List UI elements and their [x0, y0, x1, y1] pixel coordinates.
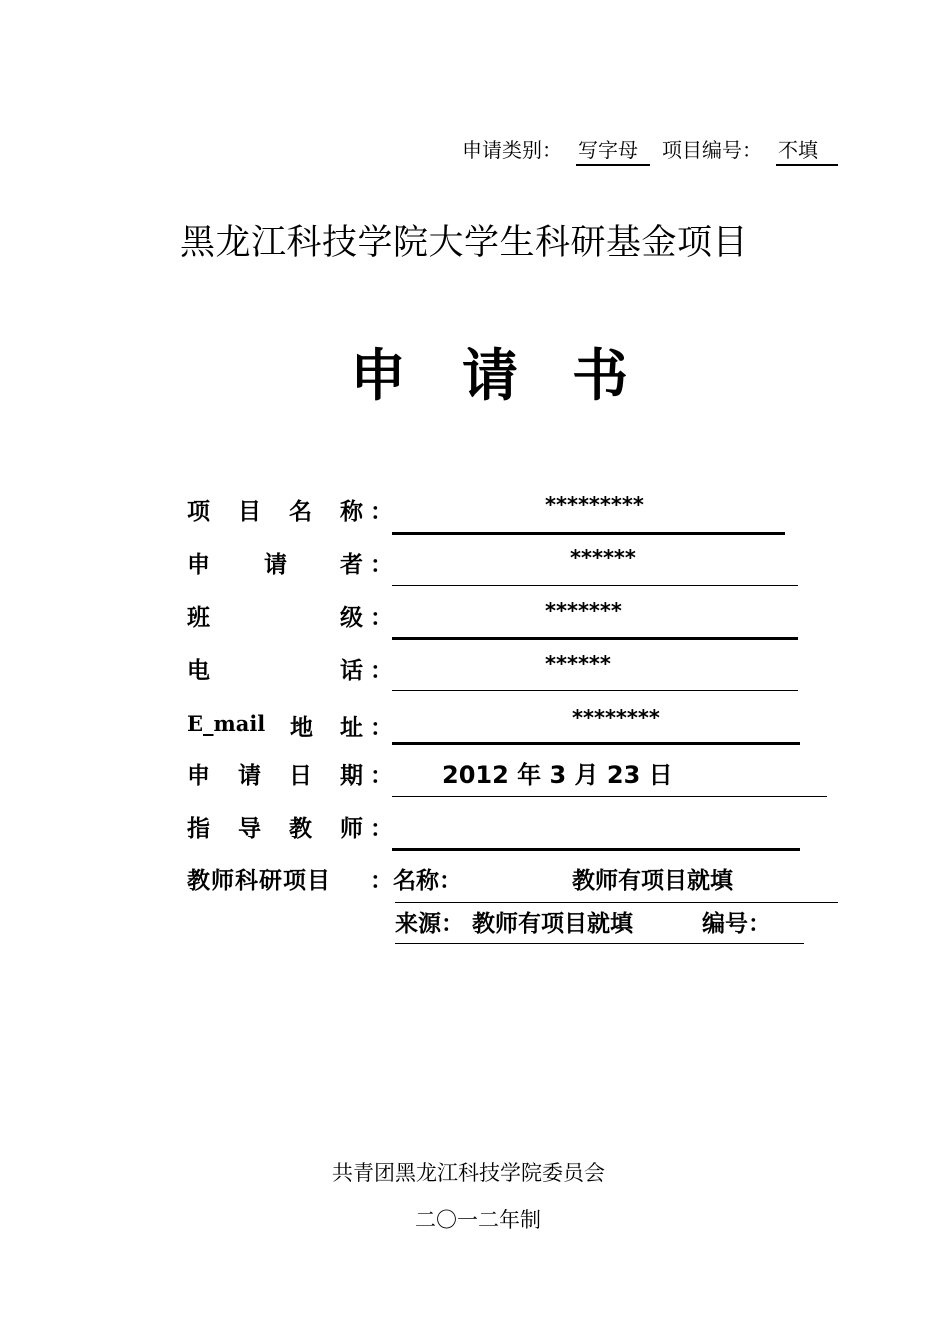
project-number-label: 项目编号： — [662, 138, 762, 162]
applicant-value: ****** — [570, 546, 636, 570]
label-char: 请 — [264, 552, 287, 578]
email-line — [392, 742, 800, 745]
phone-line — [392, 690, 798, 691]
category-underline — [576, 164, 650, 166]
label-char: 师 — [340, 816, 363, 842]
footer-organization: 共青团黑龙江科技学院委员会 — [332, 1161, 605, 1185]
label-colon: ： — [370, 715, 393, 741]
label-colon: ： — [370, 816, 393, 842]
label-char: 称 — [340, 499, 363, 525]
label-colon: ： — [370, 552, 393, 578]
project-number-underline — [776, 164, 838, 166]
label-char: 请 — [238, 763, 261, 789]
label-colon: ： — [370, 658, 393, 684]
label-char: 目 — [238, 499, 261, 525]
label-char: 址 — [340, 715, 363, 741]
email-value: ******** — [572, 706, 660, 730]
category-value: 写字母 — [578, 138, 638, 162]
label-char: 话 — [340, 658, 363, 684]
teacher-project-source-label: 来源： — [395, 911, 464, 937]
label-colon: ： — [370, 763, 393, 789]
label-char: 日 — [289, 763, 312, 789]
label-char: 期 — [340, 763, 363, 789]
label-char: 班 — [187, 605, 210, 631]
doc-title-char-3: 书 — [572, 343, 628, 409]
teacher-project-name-value: 教师有项目就填 — [572, 868, 733, 894]
label-char: 电 — [187, 658, 210, 684]
category-label: 申请类别： — [462, 138, 562, 162]
date-line — [392, 796, 827, 797]
label-colon: ： — [370, 499, 393, 525]
label-colon: ： — [370, 605, 393, 631]
teacher-project-number-label: 编号： — [702, 911, 771, 937]
label-char: 项 — [187, 499, 210, 525]
class-value: ******* — [545, 599, 622, 623]
teacher-project-source-value: 教师有项目就填 — [472, 911, 633, 937]
teacher-project-label: 教师科研项目 — [187, 868, 331, 894]
label-colon: ： — [370, 868, 393, 894]
teacher-project-name-line — [395, 902, 838, 903]
label-char: 申 — [187, 552, 210, 578]
doc-title-char-1: 申 — [350, 343, 406, 409]
applicant-line — [392, 585, 798, 586]
label-char: 级 — [340, 605, 363, 631]
footer-year: 二〇一二年制 — [415, 1208, 541, 1232]
label-char: 申 — [187, 763, 210, 789]
label-char: 地 — [290, 715, 313, 741]
page-title: 黑龙江科技学院大学生科研基金项目 — [180, 223, 749, 263]
project-name-value: ********* — [545, 493, 644, 517]
label-char: 者 — [340, 552, 363, 578]
label-char: 导 — [238, 816, 261, 842]
label-char: 名 — [289, 499, 312, 525]
class-line — [392, 637, 798, 640]
label-char: 教 — [289, 816, 312, 842]
project-name-line — [392, 532, 785, 535]
date-value: 2012 年 3 月 23 日 — [442, 761, 673, 789]
teacher-project-name-label: 名称： — [393, 868, 462, 894]
label-char: 指 — [187, 816, 210, 842]
advisor-line — [392, 848, 800, 851]
project-number-value: 不填 — [778, 138, 818, 162]
email-prefix: E_mail — [187, 711, 266, 736]
doc-title-char-2: 请 — [462, 343, 518, 409]
teacher-project-source-line — [395, 943, 804, 944]
phone-value: ****** — [545, 652, 611, 676]
